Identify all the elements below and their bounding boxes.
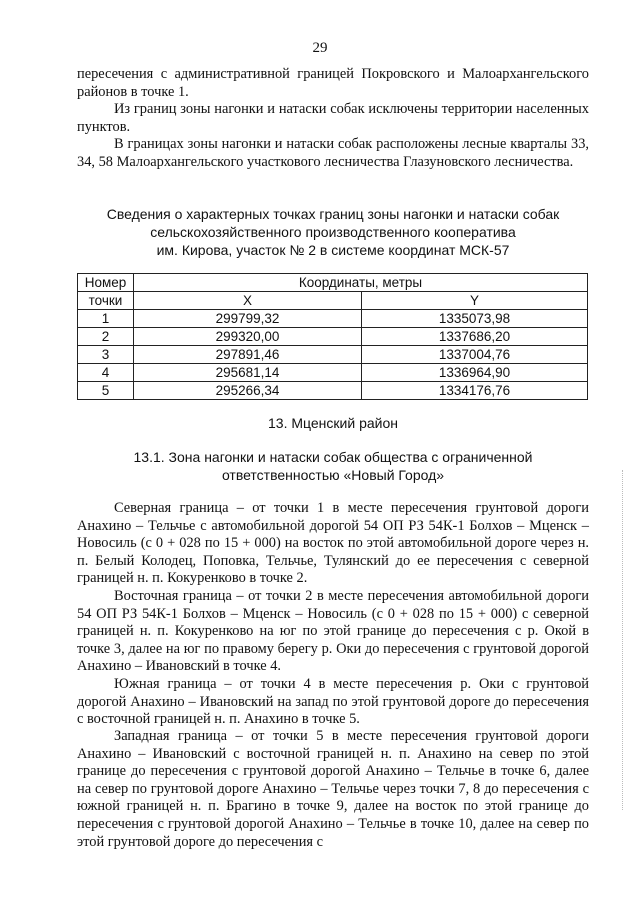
header-point-number: Номер	[78, 274, 134, 292]
table-row	[78, 364, 588, 382]
subsection-heading-line-1: 13.1. Зона нагонки и натаски собак общества с ограниченной	[133, 449, 533, 465]
cell-point: 4	[78, 364, 134, 382]
cell-y: 1336964,90	[362, 364, 588, 382]
cell-x: 295681,14	[134, 364, 362, 382]
east-border-paragraph: Восточная граница – от точки 2 в месте пересечения автомобильной дороги 54 ОП РЗ 54К-1 Болхов – Мценск – Новосиль (с 0 + 028 по 15 + 000) с северной границей н. п. Кокуренково на юг по этой границе до пересечения с р. Окой в точке 3, далее на юг по правому берегу р. Оки до пересечения с грунтовой дорогой Анахино – Ивановский в точке 4.	[77, 588, 589, 675]
table-title-line-3: им. Кирова, участок № 2 в системе координат МСК-57	[156, 242, 510, 258]
table-title-line-2: сельскохозяйственного производственного кооператива	[150, 224, 516, 240]
table-title-line-1: Сведения о характерных точках границ зоны нагонки и натаски собак	[106, 206, 560, 222]
intro-paragraph-3: В границах зоны нагонки и натаски собак расположены лесные кварталы 33, 34, 58 Малоархангельского участкового лесничества Глазуновского лесничества.	[77, 136, 589, 170]
cell-point: 2	[78, 328, 134, 346]
scan-edge-line	[622, 470, 623, 810]
coordinates-table	[77, 273, 588, 400]
cell-x: 297891,46	[134, 346, 362, 364]
cell-point: 5	[78, 382, 134, 400]
header-x: X	[134, 292, 362, 310]
intro-paragraph-2: Из границ зоны нагонки и натаски собак исключены территории населенных пунктов.	[77, 101, 589, 135]
table-row	[78, 328, 588, 346]
table-row	[78, 382, 588, 400]
cell-y: 1335073,98	[362, 310, 588, 328]
cell-x: 299320,00	[134, 328, 362, 346]
table-header-row	[78, 274, 588, 292]
west-border-paragraph: Западная граница – от точки 5 в месте пересечения грунтовой дороги Анахино – Ивановский с восточной границей н. п. Анахино на север по этой границе до пересечения с грунтовой дорогой Анахино – Тельчье в точке 6, далее на север по грунтовой дороге Анахино – Тельчье через точки 7, 8 до пересечения с южной границей н. п. Брагино в точке 9, далее на восток по этой границе до пересечения с грунтовой дорогой Анахино – Тельчье в точке 10, далее на север по этой грунтовой дороге до пересечения с	[77, 728, 589, 850]
cell-point: 1	[78, 310, 134, 328]
table-subheader-row	[78, 292, 588, 310]
cell-y: 1337686,20	[362, 328, 588, 346]
intro-paragraph-1: пересечения с административной границей Покровского и Малоархангельского районов в точке 1.	[77, 66, 589, 100]
cell-x: 299799,32	[134, 310, 362, 328]
north-border-paragraph: Северная граница – от точки 1 в месте пересечения грунтовой дороги Анахино – Тельчье с автомобильной дорогой 54 ОП РЗ 54К-1 Болхов – Мценск – Новосиль (с 0 + 028 по 15 + 000) на восток по этой автомобильной дороге через н. п. Белый Колодец, Поповка, Тельчье, Тулянский до ее пересечения с северной границей н. п. Кокуренково в точке 2.	[77, 500, 589, 587]
page-number: 29	[312, 40, 328, 56]
subsection-heading-line-2: ответственностью «Новый Город»	[221, 467, 445, 483]
table-row	[78, 310, 588, 328]
cell-y: 1334176,76	[362, 382, 588, 400]
header-y: Y	[362, 292, 588, 310]
south-border-paragraph: Южная граница – от точки 4 в месте пересечения р. Оки с грунтовой дорогой Анахино – Ивановский на запад по этой грунтовой дороге до пересечения с восточной границей н. п. Анахино в точке 5.	[77, 676, 589, 728]
header-coordinates: Координаты, метры	[134, 274, 588, 292]
cell-y: 1337004,76	[362, 346, 588, 364]
header-point-label: точки	[78, 292, 134, 310]
cell-x: 295266,34	[134, 382, 362, 400]
table-row	[78, 346, 588, 364]
cell-point: 3	[78, 346, 134, 364]
section-heading: 13. Мценский район	[268, 415, 398, 431]
